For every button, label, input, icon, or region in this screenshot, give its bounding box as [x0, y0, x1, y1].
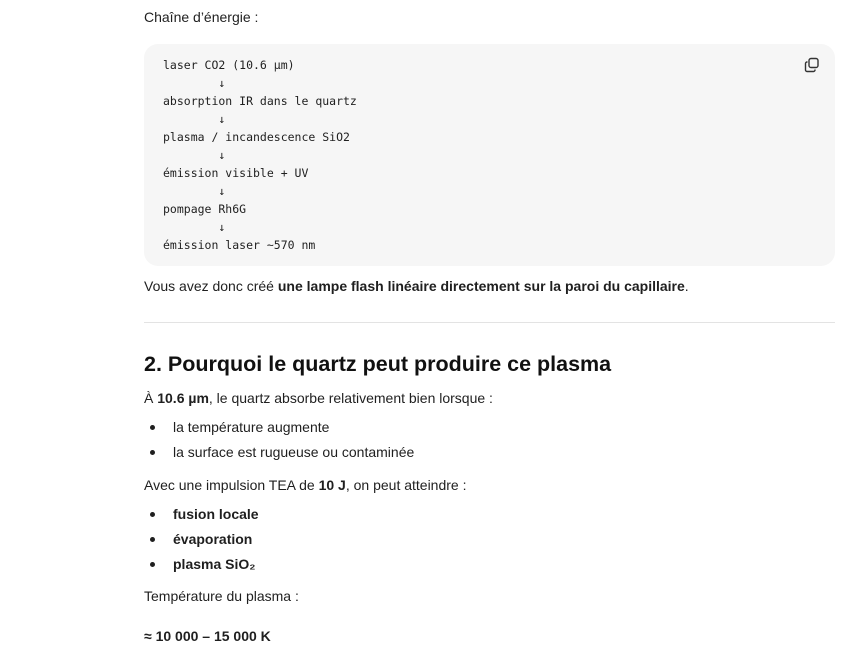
summary-text: Vous avez donc créé une lampe flash linéaire directement sur la paroi du capillaire. [144, 278, 689, 294]
code-block [144, 44, 835, 266]
paragraph-impulse: Avec une impulsion TEA de 10 J, on peut atteindre : [144, 477, 467, 493]
code-arrow: ↓ [163, 220, 226, 234]
code-arrow: ↓ [163, 112, 226, 126]
list-item: plasma SiO₂ [144, 554, 259, 579]
effects-list [144, 504, 259, 579]
section-heading: 2. Pourquoi le quartz peut produire ce plasma [144, 352, 612, 376]
list-item: la température augmente [144, 417, 414, 442]
intro-text: Chaîne d’énergie : [144, 9, 259, 25]
code-line: laser CO2 (10.6 µm) [163, 58, 295, 72]
code-text [163, 56, 357, 254]
code-line: absorption IR dans le quartz [163, 94, 357, 108]
code-arrow: ↓ [163, 148, 226, 162]
copy-code-button[interactable] [801, 54, 823, 76]
code-line: plasma / incandescence SiO2 [163, 130, 350, 144]
paragraph-temperature: Température du plasma : [144, 588, 299, 604]
list-item: la surface est rugueuse ou contaminée [144, 442, 414, 467]
list-item: évaporation [144, 529, 259, 554]
temperature-value: ≈ 10 000 – 15 000 K [144, 628, 271, 644]
paragraph-absorption: À 10.6 µm, le quartz absorbe relativement bien lorsque : [144, 390, 493, 406]
list-item: fusion locale [144, 504, 259, 529]
code-arrow: ↓ [163, 76, 226, 90]
code-line: émission laser ~570 nm [163, 238, 316, 252]
section-divider [144, 322, 835, 323]
copy-icon [804, 57, 820, 73]
conditions-list [144, 417, 414, 467]
code-arrow: ↓ [163, 184, 226, 198]
code-line: émission visible + UV [163, 166, 309, 180]
code-line: pompage Rh6G [163, 202, 247, 216]
